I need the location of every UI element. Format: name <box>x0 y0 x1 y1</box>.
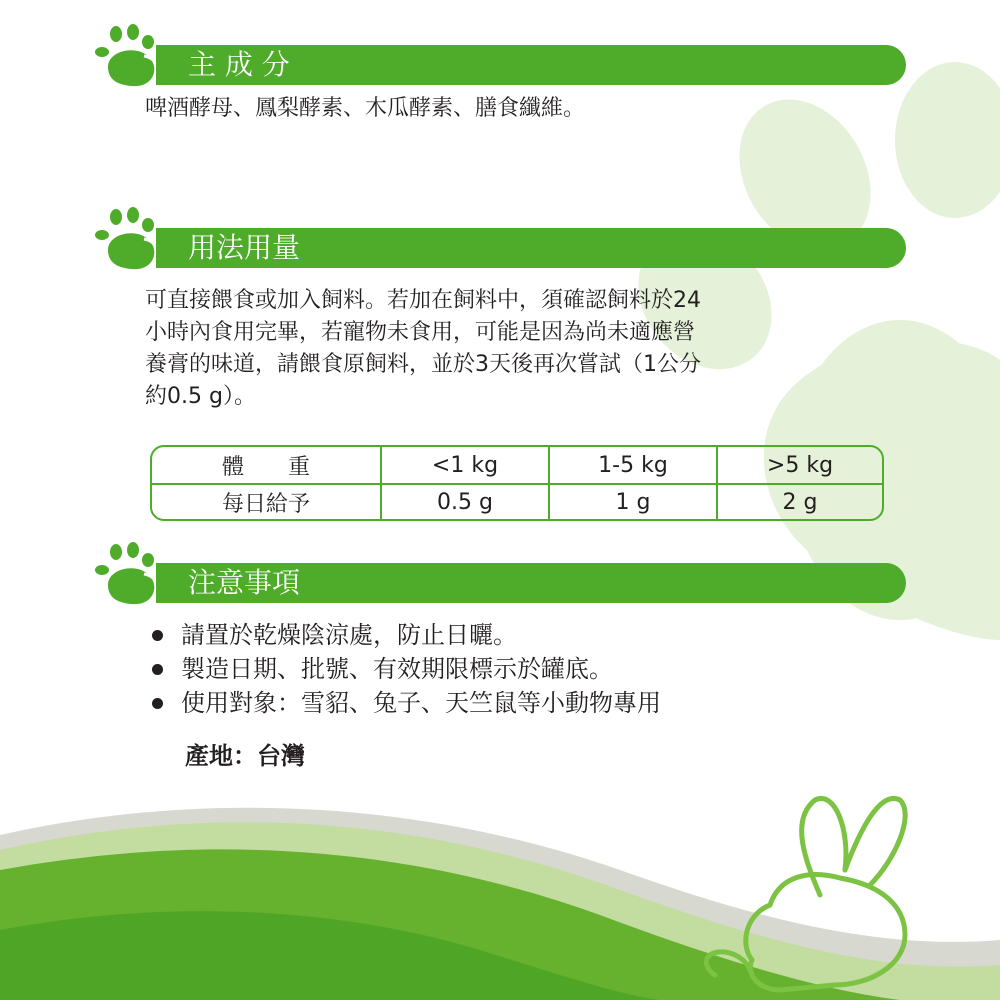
list-item <box>152 652 661 686</box>
table-header-cell: 1-5 kg <box>548 447 716 483</box>
ingredients-header <box>88 22 908 92</box>
usage-line: 可直接餵食或加入飼料。若加在飼料中，須確認飼料於24 <box>145 288 701 313</box>
note-text: 使用對象：雪貂、兔子、天竺鼠等小動物專用 <box>181 689 661 717</box>
usage-title: 用法用量 <box>188 231 301 264</box>
origin-label: 產地：台灣 <box>185 742 305 770</box>
table-header-cell: <1 kg <box>380 447 548 483</box>
ingredients-title: 主 成 分 <box>188 48 290 81</box>
notes-header <box>88 540 908 610</box>
note-text: 請置於乾燥陰涼處，防止日曬。 <box>181 621 517 649</box>
ingredients-text: 啤酒酵母、鳳梨酵素、木瓜酵素、膳食纖維。 <box>145 96 586 121</box>
bullet-icon <box>152 664 163 675</box>
table-cell: 0.5 g <box>380 483 548 519</box>
table-row-label: 每日給予 <box>152 483 380 519</box>
usage-line: 養膏的味道，請餵食原飼料，並於3天後再次嘗試（1公分 <box>145 352 701 377</box>
usage-line: 約0.5 g）。 <box>145 384 256 409</box>
usage-text <box>145 285 890 413</box>
table-cell: 2 g <box>716 483 882 519</box>
table-cell: 1 g <box>548 483 716 519</box>
list-item <box>152 618 661 652</box>
note-text: 製造日期、批號、有效期限標示於罐底。 <box>181 655 613 683</box>
table-header-weight: 體 重 <box>221 454 310 480</box>
notes-list <box>152 618 661 720</box>
table-header-cell: >5 kg <box>716 447 882 483</box>
notes-title: 注意事項 <box>188 566 301 599</box>
list-item <box>152 686 661 720</box>
usage-line: 小時內食用完畢，若寵物未食用，可能是因為尚未適應營 <box>145 320 696 345</box>
usage-header <box>88 205 908 275</box>
bullet-icon <box>152 630 163 641</box>
dosage-table <box>150 445 884 521</box>
bullet-icon <box>152 698 163 709</box>
